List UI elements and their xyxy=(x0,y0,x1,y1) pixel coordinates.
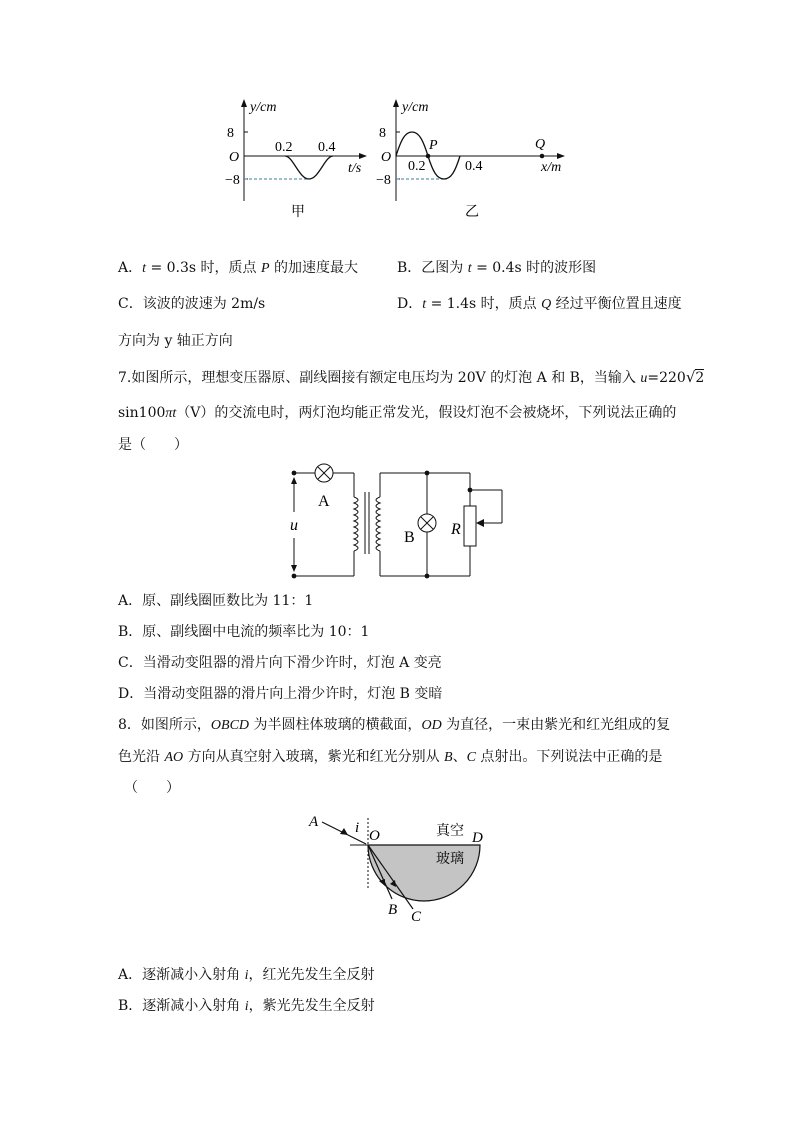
q7-option-c: C．当滑动变阻器的滑片向下滑少许时，灯泡 A 变亮 xyxy=(118,655,442,671)
yi-point-p: P xyxy=(429,138,438,153)
q8-stem-line1 xyxy=(118,715,670,736)
yi-point-q: Q xyxy=(535,137,546,152)
yi-tick-04: 0.4 xyxy=(465,159,483,174)
q8-l2-b: 方向从真空射入玻璃，紫光和红光分别从 xyxy=(183,749,445,765)
jia-tick-m8: −8 xyxy=(225,173,240,188)
q8-fig-label-vacuum: 真空 xyxy=(436,824,464,839)
jia-caption: 甲 xyxy=(291,205,305,220)
q8-l1-c: 为直径，一束由紫光和红光组成的复 xyxy=(441,717,671,733)
q8-option-a xyxy=(118,965,374,986)
q8-stem-line2 xyxy=(118,747,662,768)
q8-fig-label-c: C xyxy=(411,909,422,925)
q6-a-t: t xyxy=(142,261,147,276)
q7-stem-line3: 是（ ） xyxy=(118,437,188,453)
yi-ylabel: y/cm xyxy=(402,100,429,115)
q6-option-d xyxy=(397,294,682,315)
q6-b-suffix: = 0.4s 时的波形图 xyxy=(471,260,597,276)
jia-ylabel: y/cm xyxy=(250,100,277,115)
q6-d-mid: = 1.4s 时，质点 xyxy=(426,296,542,312)
q7-stem-line2 xyxy=(118,403,676,424)
q8-b-pre: B．逐渐减小入射角 xyxy=(118,998,245,1014)
q8-l2-ao: AO xyxy=(164,750,184,765)
q7-l1-a: 7.如图所示，理想变压器原、副线圈接有额定电压均为 20V 的灯泡 A 和 B，当输入 xyxy=(118,370,641,386)
q7-option-a: A．原、副线圈匝数比为 11：1 xyxy=(118,593,314,609)
q6-a-suffix: 的加速度最大 xyxy=(269,260,359,276)
q6-d-q: Q xyxy=(541,297,552,312)
q8-fig-label-glass: 玻璃 xyxy=(436,852,464,867)
q8-a-pre: A．逐渐减小入射角 xyxy=(118,967,245,983)
jia-tick-02: 0.2 xyxy=(275,140,293,155)
q8-l1-od: OD xyxy=(421,718,442,733)
jia-origin: O xyxy=(229,150,240,165)
q6-a-mid: = 0.3s 时，质点 xyxy=(146,260,261,276)
yi-tick-m8: −8 xyxy=(376,173,391,188)
q8-fig-label-i: i xyxy=(355,820,360,836)
q6-option-b xyxy=(397,258,596,279)
q7-l2-a: sin100 xyxy=(118,405,166,421)
graph-yi xyxy=(375,95,575,225)
yi-tick-8: 8 xyxy=(379,126,386,141)
yi-tick-02: 0.2 xyxy=(408,159,426,174)
q8-l1-obcd: OBCD xyxy=(210,718,250,733)
q7-fig-label-r: R xyxy=(451,521,461,538)
q7-option-d: D．当滑动变阻器的滑片向上滑少许时，灯泡 B 变暗 xyxy=(118,686,443,702)
q8-l2-bb: B xyxy=(444,750,453,765)
q8-option-b xyxy=(118,996,375,1017)
q8-semicircle-diagram xyxy=(300,808,500,926)
sqrt-radicand: 2 xyxy=(695,370,705,386)
q8-l2-a: 色光沿 xyxy=(118,749,165,765)
q8-fig-label-o: O xyxy=(369,828,380,844)
q7-l2-b: （V）的交流电时，两灯泡均能正常发光，假设灯泡不会被烧坏，下列说法正确的 xyxy=(176,405,677,421)
q6-d-t: t xyxy=(422,297,427,312)
q7-fig-label-a: A xyxy=(318,493,330,510)
q6-d-prefix: D． xyxy=(397,296,423,312)
yi-caption: 乙 xyxy=(465,205,479,220)
q8-l2-c: 、 xyxy=(452,749,467,765)
q6-b-t: t xyxy=(467,261,472,276)
jia-tick-8: 8 xyxy=(227,126,234,141)
q6-d-suffix: 经过平衡位置且速度 xyxy=(551,296,682,312)
q8-a-post: ，红光先发生全反射 xyxy=(248,967,375,983)
q8-b-post: ，紫光先发生全反射 xyxy=(248,998,375,1014)
q6-a-p: P xyxy=(261,261,270,276)
q8-a-i: i xyxy=(244,968,249,983)
q6-b-prefix: B．乙图为 xyxy=(397,260,468,276)
q6-option-c: C．该波的波速为 2m/s xyxy=(118,296,266,312)
jia-tlabel: t/s xyxy=(348,161,362,176)
sqrt-sign: √ xyxy=(685,368,696,386)
jia-tick-04: 0.4 xyxy=(318,140,336,155)
q8-l2-cc: C xyxy=(466,750,476,765)
yi-origin: O xyxy=(381,150,392,165)
q6-option-d-cont: 方向为 y 轴正方向 xyxy=(118,333,233,349)
q6-a-prefix: A． xyxy=(118,260,143,276)
q6-option-a xyxy=(118,258,358,279)
q8-fig-label-a: A xyxy=(309,814,319,830)
graph-jia xyxy=(225,95,375,225)
q8-fig-label-d: D xyxy=(472,830,483,846)
q8-l1-a: 8．如图所示， xyxy=(118,717,211,733)
q7-fig-label-u: u xyxy=(290,517,298,534)
yi-xlabel: x/m xyxy=(541,160,562,175)
q8-l2-d: 点射出。下列说法中正确的是 xyxy=(475,749,663,765)
q7-l1-u: u xyxy=(640,371,648,386)
q8-l1-b: 为半圆柱体玻璃的横截面， xyxy=(249,717,422,733)
q8-fig-label-b: B xyxy=(388,902,398,918)
q7-stem-line1 xyxy=(118,367,704,389)
q7-circuit-diagram xyxy=(280,462,525,584)
q8-b-i: i xyxy=(244,999,249,1014)
q8-stem-line3: （ ） xyxy=(124,780,180,796)
q7-fig-label-b: B xyxy=(404,529,415,546)
q7-option-b: B．原、副线圈中电流的频率比为 10：1 xyxy=(118,624,370,640)
q7-l2-pi: πt xyxy=(165,406,177,421)
q7-l1-b: =220 xyxy=(647,370,686,386)
